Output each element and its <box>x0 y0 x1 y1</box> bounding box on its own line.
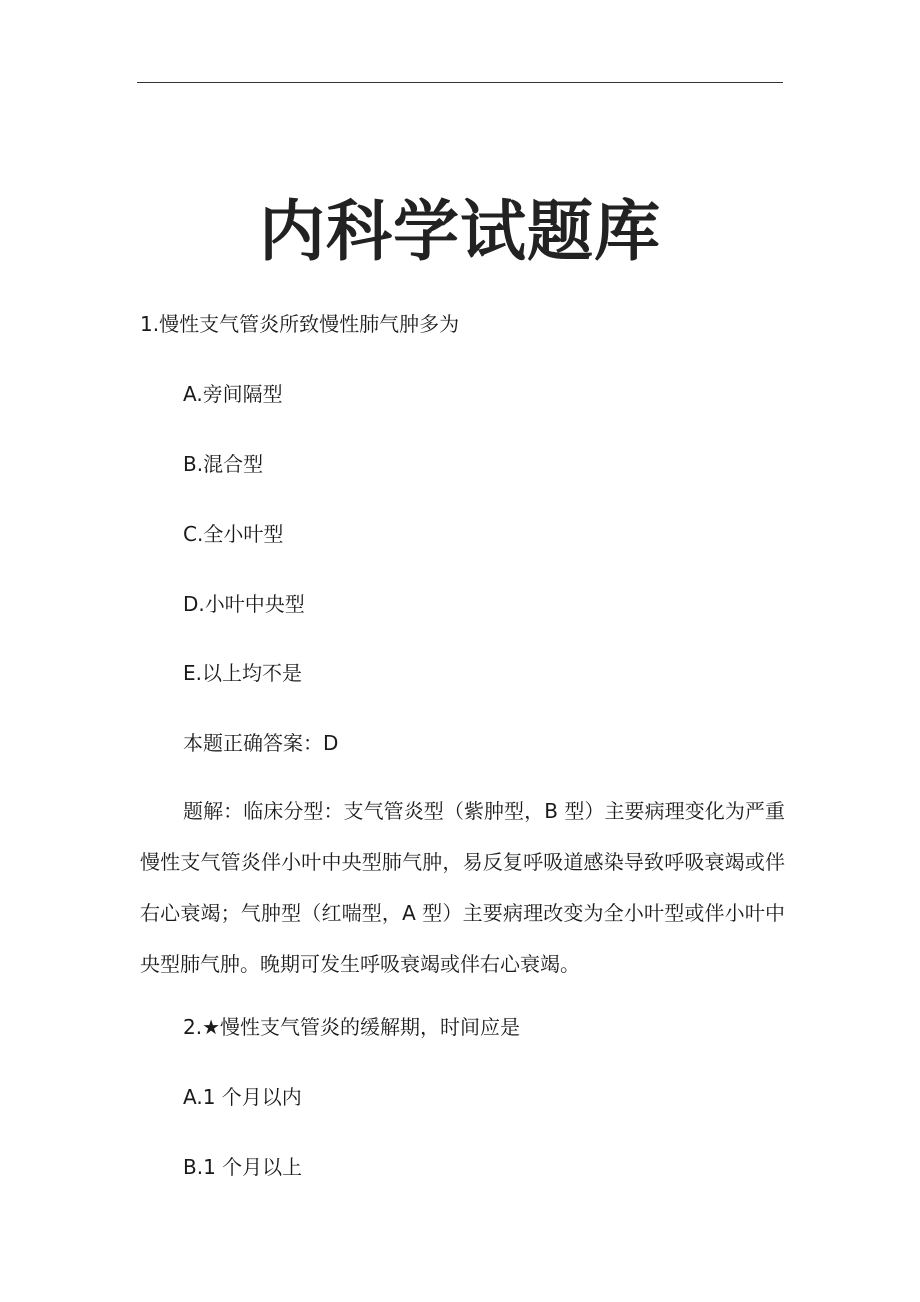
question-2-stem: 2.★慢性支气管炎的缓解期，时间应是 <box>183 1015 521 1039</box>
question-1-option-a: A.旁间隔型 <box>183 382 283 406</box>
question-2-option-b: B.1 个月以上 <box>183 1155 303 1179</box>
question-1-stem: 1.慢性支气管炎所致慢性肺气肿多为 <box>140 312 460 336</box>
question-1-explanation: 题解：临床分型：支气管炎型（紫肿型，B 型）主要病理变化为严重慢性支气管炎伴小叶中央型肺气肿，易反复呼吸道感染导致呼吸衰竭或伴右心衰竭；气肿型（红喘型，A 型）主要病理改变为全小叶型或伴小叶中央型肺气肿。晚期可发生呼吸衰竭或伴右心衰竭。 <box>140 799 785 976</box>
document-title: 内科学试题库 <box>259 192 661 270</box>
question-1-option-c: C.全小叶型 <box>183 522 284 546</box>
header-rule <box>137 82 783 83</box>
question-1-answer: 本题正确答案：D <box>183 731 339 755</box>
question-1-option-b: B.混合型 <box>183 452 264 476</box>
question-2-option-a: A.1 个月以内 <box>183 1085 302 1109</box>
question-1-option-d: D.小叶中央型 <box>183 592 305 616</box>
question-1-option-e: E.以上均不是 <box>183 661 302 685</box>
